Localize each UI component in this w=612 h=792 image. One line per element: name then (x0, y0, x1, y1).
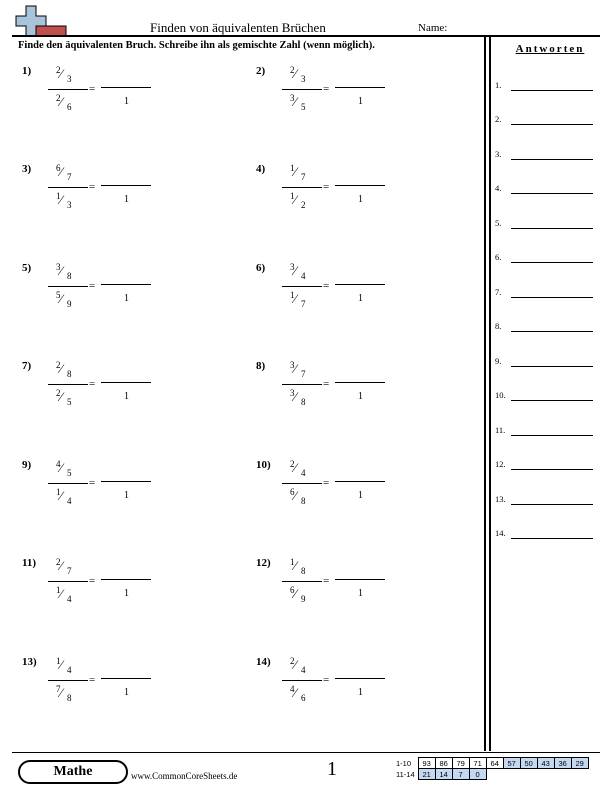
answer-blank[interactable] (511, 538, 593, 539)
answer-denominator: 1 (358, 96, 363, 107)
numerator: 2 (290, 65, 295, 75)
score-cell: 14 (435, 769, 452, 780)
answer-denominator: 1 (358, 293, 363, 304)
score-cell: 7 (452, 769, 469, 780)
complex-fraction-bar (48, 187, 88, 188)
denominator: 5 (301, 102, 306, 112)
fraction-slash: ⁄ (294, 192, 297, 207)
numerator: 3 (56, 262, 61, 272)
problem-number: 3) (22, 163, 32, 175)
problem-number: 5) (22, 262, 32, 274)
numerator: 7 (56, 684, 61, 694)
denominator: 9 (301, 594, 306, 604)
answer-denominator: 1 (124, 293, 129, 304)
complex-fraction-bar (282, 384, 322, 385)
denominator: 4 (301, 271, 306, 281)
denominator: 4 (67, 594, 72, 604)
answer-blank[interactable] (511, 228, 593, 229)
fraction-slash: ⁄ (294, 66, 297, 81)
answer-blank[interactable] (511, 159, 593, 160)
equals-sign: = (323, 674, 330, 686)
answer-blank[interactable] (511, 297, 593, 298)
fraction-slash: ⁄ (60, 460, 63, 475)
scoring-row (394, 758, 588, 769)
fraction-slash: ⁄ (294, 94, 297, 109)
numerator: 6 (290, 487, 295, 497)
numerator: 1 (56, 487, 61, 497)
answer-numerator-blank[interactable] (335, 481, 385, 482)
fraction-slash: ⁄ (60, 657, 63, 672)
problem (256, 163, 466, 233)
denominator: 5 (67, 468, 72, 478)
numerator: 1 (56, 585, 61, 595)
complex-fraction-bar (48, 680, 88, 681)
complex-fraction-bar (282, 286, 322, 287)
fraction-slash: ⁄ (60, 361, 63, 376)
equals-sign: = (323, 477, 330, 489)
answer-denominator: 1 (124, 490, 129, 501)
answer-label: 13. (495, 494, 506, 504)
problem-number: 11) (22, 557, 37, 569)
answer-label: 8. (495, 321, 502, 331)
answer-numerator-blank[interactable] (335, 185, 385, 186)
answer-blank[interactable] (511, 331, 593, 332)
plus-logo-icon (12, 4, 72, 38)
fraction-slash: ⁄ (294, 291, 297, 306)
problem (256, 262, 466, 332)
numerator: 1 (290, 557, 295, 567)
answer-numerator-blank[interactable] (335, 382, 385, 383)
answer-numerator-blank[interactable] (101, 284, 151, 285)
answer-denominator: 1 (124, 687, 129, 698)
answer-numerator-blank[interactable] (101, 678, 151, 679)
denominator: 7 (67, 566, 72, 576)
scoring-row (394, 769, 588, 780)
problem-number: 6) (256, 262, 266, 274)
problem (256, 65, 466, 135)
numerator: 3 (290, 262, 295, 272)
denominator: 6 (67, 102, 72, 112)
answer-denominator: 1 (124, 391, 129, 402)
answer-denominator: 1 (358, 588, 363, 599)
answer-denominator: 1 (124, 96, 129, 107)
problem (256, 656, 466, 726)
answer-denominator: 1 (358, 391, 363, 402)
denominator: 4 (301, 468, 306, 478)
denominator: 2 (301, 200, 306, 210)
fraction-slash: ⁄ (60, 685, 63, 700)
score-cell: 86 (435, 758, 452, 769)
numerator: 2 (56, 360, 61, 370)
numerator: 3 (290, 93, 295, 103)
problem (22, 360, 232, 430)
answer-blank[interactable] (511, 469, 593, 470)
fraction-slash: ⁄ (60, 291, 63, 306)
denominator: 8 (67, 693, 72, 703)
denominator: 8 (301, 566, 306, 576)
denominator: 9 (67, 299, 72, 309)
complex-fraction-bar (48, 483, 88, 484)
problem-number: 10) (256, 459, 271, 471)
complex-fraction-bar (282, 680, 322, 681)
fraction-slash: ⁄ (294, 460, 297, 475)
answer-denominator: 1 (358, 687, 363, 698)
problem-number: 12) (256, 557, 271, 569)
score-cell: 64 (486, 758, 503, 769)
numerator: 1 (290, 191, 295, 201)
equals-sign: = (323, 83, 330, 95)
answer-label: 10. (495, 390, 506, 400)
answer-label: 6. (495, 252, 502, 262)
subject-badge: Mathe (18, 760, 128, 784)
site-url: www.CommonCoreSheets.de (131, 771, 238, 781)
problem (256, 459, 466, 529)
fraction-slash: ⁄ (60, 586, 63, 601)
answer-blank[interactable] (511, 90, 593, 91)
answer-denominator: 1 (358, 490, 363, 501)
denominator: 8 (67, 369, 72, 379)
complex-fraction-bar (48, 89, 88, 90)
equals-sign: = (323, 575, 330, 587)
equals-sign: = (323, 280, 330, 292)
answer-numerator-blank[interactable] (335, 284, 385, 285)
complex-fraction-bar (48, 286, 88, 287)
numerator: 5 (56, 290, 61, 300)
complex-fraction-bar (48, 384, 88, 385)
fraction-slash: ⁄ (294, 263, 297, 278)
denominator: 7 (301, 299, 306, 309)
numerator: 2 (56, 93, 61, 103)
problem-number: 13) (22, 656, 37, 668)
fraction-slash: ⁄ (294, 657, 297, 672)
denominator: 7 (301, 369, 306, 379)
answer-numerator-blank[interactable] (101, 579, 151, 580)
denominator: 8 (301, 397, 306, 407)
equals-sign: = (89, 674, 96, 686)
answer-numerator-blank[interactable] (335, 579, 385, 580)
answer-blank[interactable] (511, 366, 593, 367)
problem-number: 1) (22, 65, 32, 77)
problem (256, 557, 466, 627)
footer-divider (12, 752, 600, 753)
equals-sign: = (89, 280, 96, 292)
equals-sign: = (89, 575, 96, 587)
scoring-row-label: 11-14 (396, 769, 415, 779)
complex-fraction-bar (282, 483, 322, 484)
problem-number: 7) (22, 360, 32, 372)
answer-blank[interactable] (511, 400, 593, 401)
denominator: 3 (67, 74, 72, 84)
page-title: Finden von äquivalenten Brüchen (150, 20, 326, 35)
equals-sign: = (89, 477, 96, 489)
answer-blank[interactable] (511, 124, 593, 125)
denominator: 4 (67, 496, 72, 506)
problem (22, 557, 232, 627)
fraction-slash: ⁄ (294, 389, 297, 404)
problem-number: 14) (256, 656, 271, 668)
denominator: 8 (301, 496, 306, 506)
fraction-slash: ⁄ (60, 66, 63, 81)
answer-numerator-blank[interactable] (101, 481, 151, 482)
problem-number: 4) (256, 163, 266, 175)
fraction-slash: ⁄ (294, 488, 297, 503)
complex-fraction-bar (48, 581, 88, 582)
complex-fraction-bar (282, 89, 322, 90)
answer-blank[interactable] (511, 435, 593, 436)
answer-numerator-blank[interactable] (101, 87, 151, 88)
numerator: 1 (290, 290, 295, 300)
column-divider (484, 37, 486, 751)
numerator: 1 (56, 656, 61, 666)
problem (22, 65, 232, 135)
equals-sign: = (323, 181, 330, 193)
denominator: 3 (301, 74, 306, 84)
fraction-slash: ⁄ (60, 558, 63, 573)
answer-blank[interactable] (511, 262, 593, 263)
problem (22, 262, 232, 332)
fraction-slash: ⁄ (60, 263, 63, 278)
fraction-slash: ⁄ (60, 94, 63, 109)
answer-label: 5. (495, 218, 502, 228)
numerator: 6 (290, 585, 295, 595)
denominator: 4 (301, 665, 306, 675)
numerator: 2 (56, 388, 61, 398)
answer-numerator-blank[interactable] (335, 678, 385, 679)
denominator: 7 (67, 172, 72, 182)
name-label: Name: (418, 22, 448, 34)
numerator: 6 (56, 163, 61, 173)
problem (256, 360, 466, 430)
numerator: 1 (290, 163, 295, 173)
instructions: Finde den äquivalenten Bruch. Schreibe ihn als gemischte Zahl (wenn möglich). (18, 40, 375, 51)
numerator: 2 (290, 656, 295, 666)
denominator: 5 (67, 397, 72, 407)
score-cell: 71 (469, 758, 486, 769)
score-cell: 21 (418, 769, 435, 780)
answer-label: 12. (495, 459, 506, 469)
numerator: 2 (290, 459, 295, 469)
score-cell: 36 (554, 758, 571, 769)
score-cell: 29 (571, 758, 588, 769)
fraction-slash: ⁄ (294, 164, 297, 179)
header-divider (12, 35, 600, 37)
score-cell: 79 (452, 758, 469, 769)
equals-sign: = (89, 83, 96, 95)
numerator: 2 (56, 557, 61, 567)
answer-label: 4. (495, 183, 502, 193)
column-divider (489, 37, 491, 751)
scoring-table (394, 757, 589, 780)
numerator: 1 (56, 191, 61, 201)
fraction-slash: ⁄ (60, 389, 63, 404)
answer-blank[interactable] (511, 193, 593, 194)
score-cell: 57 (503, 758, 520, 769)
problem (22, 459, 232, 529)
answer-label: 14. (495, 528, 506, 538)
denominator: 3 (67, 200, 72, 210)
answer-label: 7. (495, 287, 502, 297)
answers-title: Antworten (515, 43, 585, 55)
answer-denominator: 1 (124, 194, 129, 205)
answer-numerator-blank[interactable] (101, 185, 151, 186)
fraction-slash: ⁄ (294, 586, 297, 601)
equals-sign: = (89, 181, 96, 193)
score-cell: 93 (418, 758, 435, 769)
fraction-slash: ⁄ (60, 488, 63, 503)
numerator: 4 (56, 459, 61, 469)
answer-denominator: 1 (358, 194, 363, 205)
equals-sign: = (89, 378, 96, 390)
answer-label: 3. (495, 149, 502, 159)
fraction-slash: ⁄ (60, 192, 63, 207)
problem-number: 8) (256, 360, 266, 372)
answer-denominator: 1 (124, 588, 129, 599)
scoring-row-label: 1-10 (396, 758, 412, 768)
denominator: 4 (67, 665, 72, 675)
answer-blank[interactable] (511, 504, 593, 505)
numerator: 4 (290, 684, 295, 694)
fraction-slash: ⁄ (294, 685, 297, 700)
denominator: 7 (301, 172, 306, 182)
score-cell: 50 (520, 758, 537, 769)
problem (22, 163, 232, 233)
answer-label: 1. (495, 80, 502, 90)
complex-fraction-bar (282, 187, 322, 188)
fraction-slash: ⁄ (294, 558, 297, 573)
answer-label: 11. (495, 425, 506, 435)
problem-number: 9) (22, 459, 32, 471)
denominator: 8 (67, 271, 72, 281)
equals-sign: = (323, 378, 330, 390)
answer-numerator-blank[interactable] (335, 87, 385, 88)
answer-label: 9. (495, 356, 502, 366)
numerator: 2 (56, 65, 61, 75)
answer-numerator-blank[interactable] (101, 382, 151, 383)
denominator: 6 (301, 693, 306, 703)
page-number: 1 (327, 758, 337, 780)
problem (22, 656, 232, 726)
score-cell: 43 (537, 758, 554, 769)
problem-number: 2) (256, 65, 266, 77)
complex-fraction-bar (282, 581, 322, 582)
fraction-slash: ⁄ (294, 361, 297, 376)
numerator: 3 (290, 360, 295, 370)
score-cell: 0 (469, 769, 486, 780)
numerator: 3 (290, 388, 295, 398)
fraction-slash: ⁄ (60, 164, 63, 179)
answer-label: 2. (495, 114, 502, 124)
